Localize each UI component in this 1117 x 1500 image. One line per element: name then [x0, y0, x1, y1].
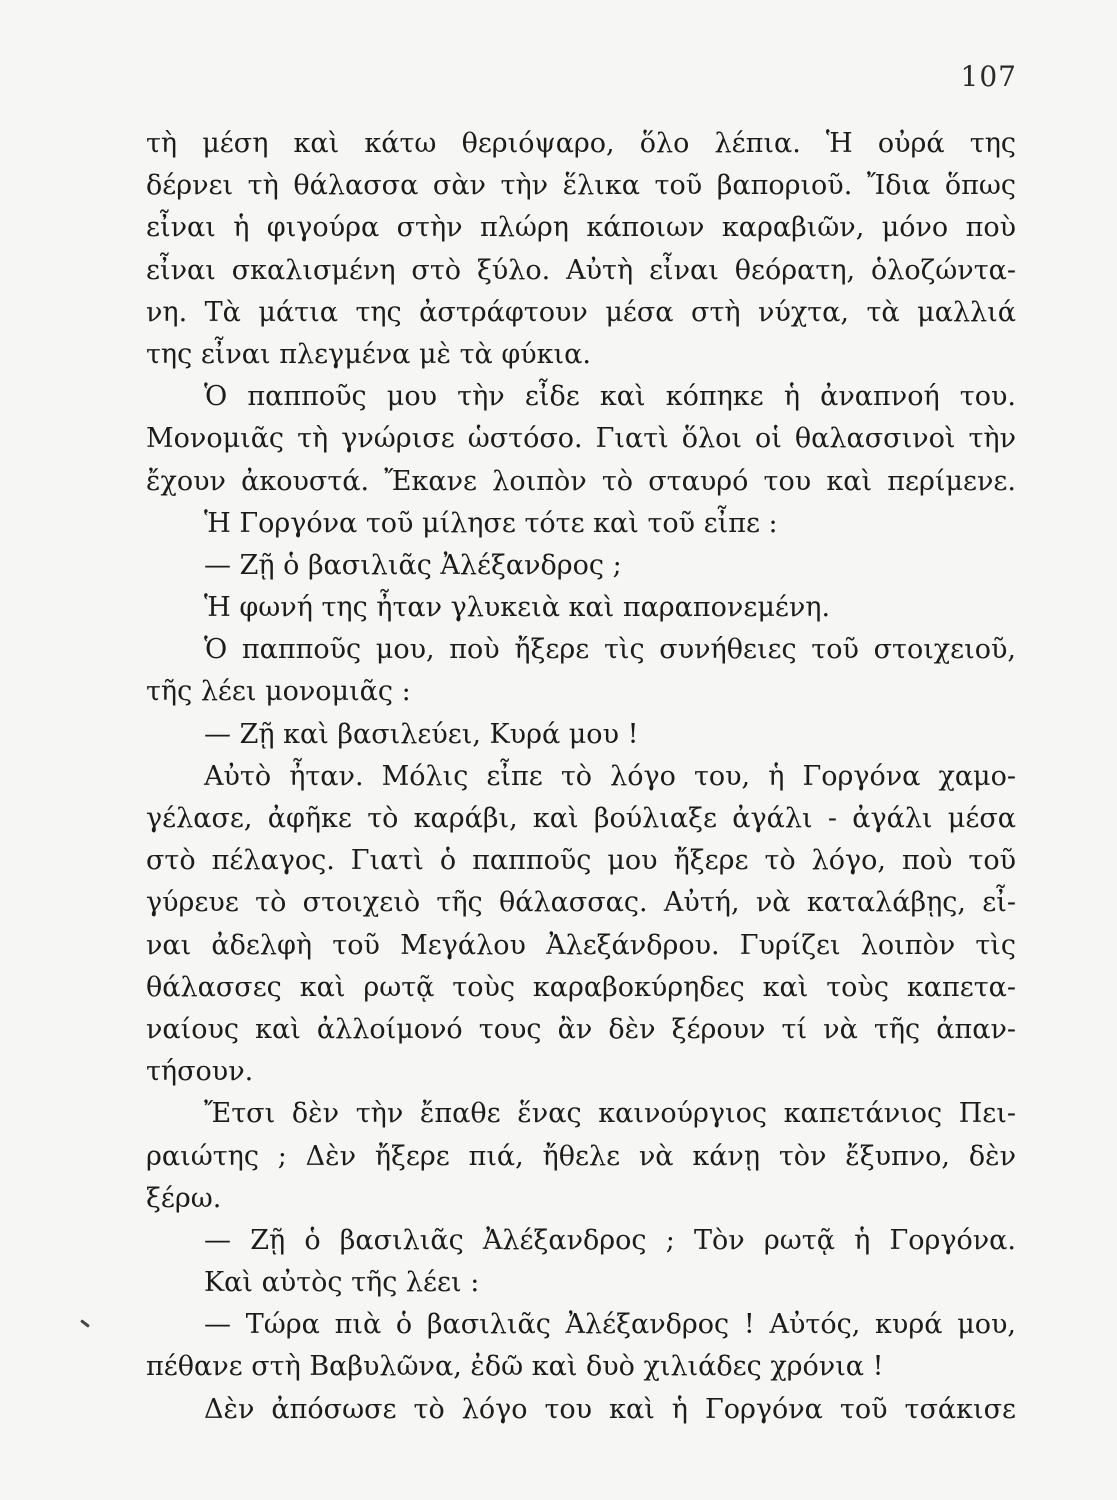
- text-line: ξέρω.: [146, 1182, 222, 1214]
- text-line: ραιώτης ; Δὲν ἤξερε πιά, ἤθελε νὰ κάνῃ τὸν ἔξυπνο, δὲν: [146, 1140, 1016, 1172]
- page-number: 107: [960, 60, 1017, 93]
- text-line: Ἡ φωνή της ἦταν γλυκειὰ καὶ παραπονεμένη.: [204, 592, 831, 624]
- text-line: Ὁ παπποῦς μου τὴν εἶδε καὶ κόπηκε ἡ ἀναπνοή του.: [204, 381, 1016, 413]
- text-line: Ὁ παπποῦς μου, ποὺ ἤξερε τὶς συνήθειες τοῦ στοιχειοῦ,: [204, 634, 1016, 666]
- text-line: τὴ μέση καὶ κάτω θεριόψαρο, ὅλο λέπια. Ἡ οὐρά της: [146, 128, 1016, 159]
- text-line: Ἡ Γοργόνα τοῦ μίλησε τότε καὶ τοῦ εἶπε :: [204, 507, 778, 539]
- ink-speck: [80, 1319, 90, 1328]
- text-line: Καὶ αὐτὸς τῆς λέει :: [204, 1267, 480, 1299]
- text-line: ναι ἀδελφὴ τοῦ Μεγάλου Ἀλεξάνδρου. Γυρίζει λοιπὸν τὶς: [146, 929, 1016, 961]
- text-line: ναίους καὶ ἀλλοίμονό τους ἂν δὲν ξέρουν τί νὰ τῆς ἀπαν-: [146, 1013, 1016, 1045]
- text-line: — Ζῇ ὁ βασιλιᾶς Ἀλέξανδρος ; Τὸν ρωτᾷ ἡ Γοργόνα.: [204, 1224, 1016, 1256]
- text-line: Μονομιᾶς τὴ γνώρισε ὡστόσο. Γιατὶ ὅλοι οἱ θαλασσινοὶ τὴν: [146, 423, 1016, 455]
- text-line: της εἶναι πλεγμένα μὲ τὰ φύκια.: [146, 338, 591, 370]
- text-line: δέρνει τὴ θάλασσα σὰν τὴν ἕλικα τοῦ βαποριοῦ. Ἴδια ὅπως: [146, 170, 1016, 202]
- text-line: Αὐτὸ ἦταν. Μόλις εἶπε τὸ λόγο του, ἡ Γοργόνα χαμο-: [204, 760, 1016, 792]
- text-line: — Ζῇ ὁ βασιλιᾶς Ἀλέξανδρος ;: [204, 549, 622, 581]
- text-line: Δὲν ἀπόσωσε τὸ λόγο του καὶ ἡ Γοργόνα τοῦ τσάκισε: [204, 1393, 1016, 1425]
- text-line: Ἔτσι δὲν τὴν ἔπαθε ἕνας καινούργιος καπετάνιος Πει-: [204, 1098, 1016, 1130]
- body-text: [146, 123, 1016, 1431]
- text-line: εἶναι σκαλισμένη στὸ ξύλο. Αὐτὴ εἶναι θεόρατη, ὁλοζώντα-: [146, 254, 1016, 286]
- text-line: ἔχουν ἀκουστά. Ἔκανε λοιπὸν τὸ σταυρό του καὶ περίμενε.: [146, 465, 1016, 497]
- text-line: τήσουν.: [146, 1056, 254, 1088]
- text-line: πέθανε στὴ Βαβυλῶνα, ἐδῶ καὶ δυὸ χιλιάδες χρόνια !: [146, 1351, 884, 1383]
- text-line: τῆς λέει μονομιᾶς :: [146, 676, 411, 708]
- text-line: νη. Τὰ μάτια της ἀστράφτουν μέσα στὴ νύχτα, τὰ μαλλιά: [146, 296, 1016, 328]
- text-line: στὸ πέλαγος. Γιατὶ ὁ παπποῦς μου ἤξερε τὸ λόγο, ποὺ τοῦ: [146, 845, 1016, 877]
- text-line: θάλασσες καὶ ρωτᾷ τοὺς καραβοκύρηδες καὶ τοὺς καπετα-: [146, 971, 1016, 1003]
- text-line: — Τώρα πιὰ ὁ βασιλιᾶς Ἀλέξανδρος ! Αὐτός, κυρά μου,: [204, 1309, 1016, 1341]
- text-line: γύρευε τὸ στοιχειὸ τῆς θάλασσας. Αὐτή, νὰ καταλάβῃς, εἶ-: [146, 887, 1016, 919]
- text-line: γέλασε, ἀφῆκε τὸ καράβι, καὶ βούλιαξε ἀγάλι - ἀγάλι μέσα: [146, 803, 1016, 834]
- text-line: εἶναι ἡ φιγούρα στὴν πλώρη κάποιων καραβιῶν, μόνο ποὺ: [146, 212, 1016, 244]
- text-line: — Ζῇ καὶ βασιλεύει, Κυρά μου !: [204, 718, 639, 750]
